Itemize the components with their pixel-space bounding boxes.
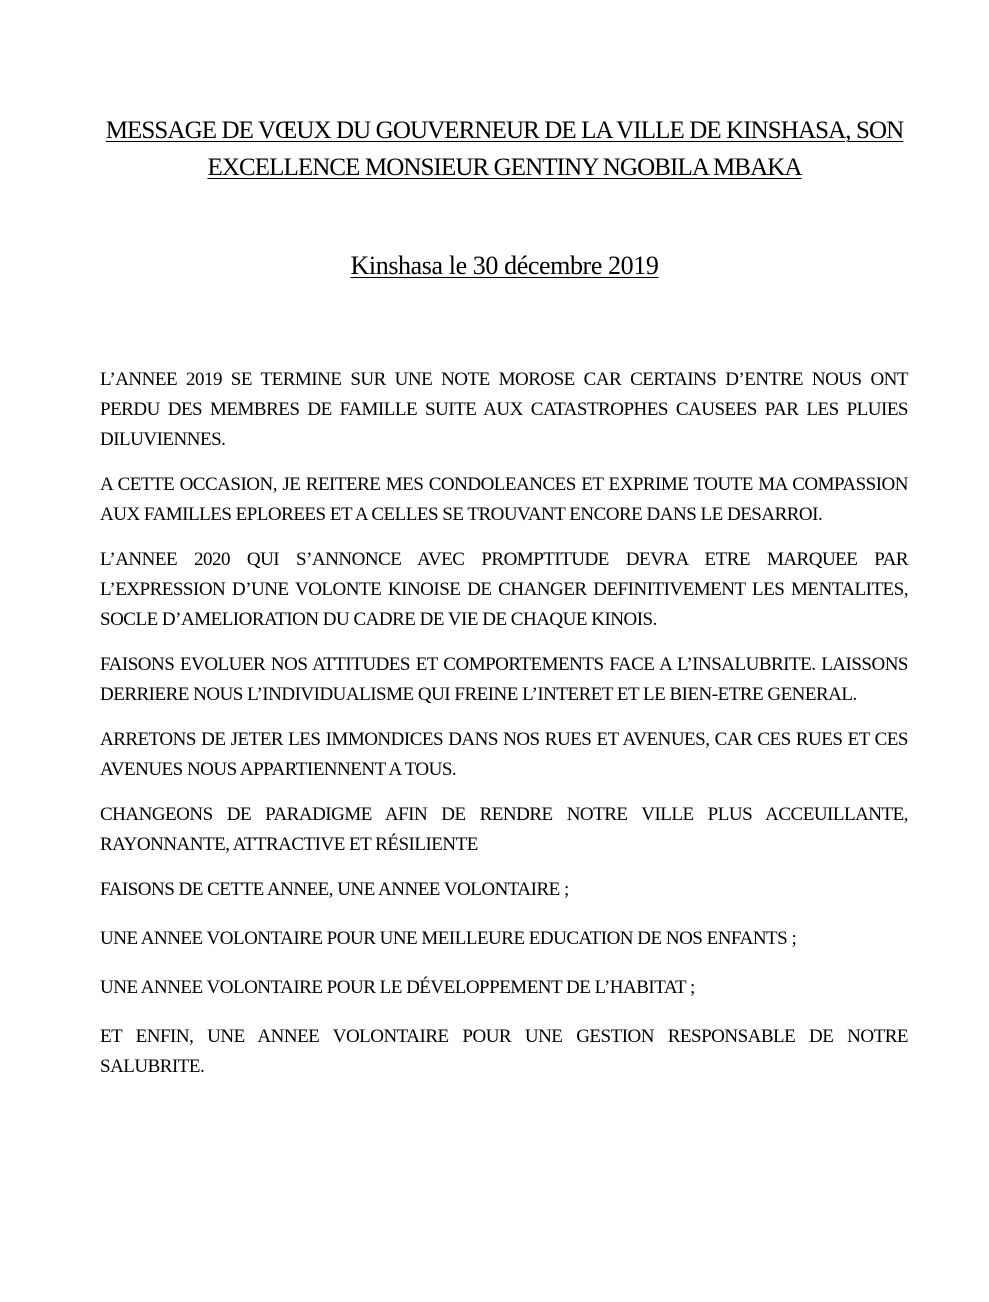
message-body [100,365,908,1097]
paragraph: ET ENFIN, UNE ANNEE VOLONTAIRE POUR UNE GESTION RESPONSABLE DE NOTRE SALUBRITE. [100,1026,908,1077]
document-title: MESSAGE DE VŒUX DU GOUVERNEUR DE LA VILLE DE KINSHASA, SON EXCELLENCE MONSIEUR GENTINY NGOBILA MBAKA [105,117,904,181]
paragraph: L’ANNEE 2020 QUI S’ANNONCE AVEC PROMPTITUDE DEVRA ETRE MARQUEE PAR L’EXPRESSION D’UNE VOLONTE KINOISE DE CHANGER DEFINITIVEMENT LES MENTALITES, SOCLE D’AMELIORATION DU CADRE DE VIE DE CHAQUE KINOIS. [100,549,908,630]
paragraph: UNE ANNEE VOLONTAIRE POUR UNE MEILLEURE EDUCATION DE NOS ENFANTS ; [100,928,797,949]
date-line: Kinshasa le 30 décembre 2019 [350,251,659,280]
paragraph: A CETTE OCCASION, JE REITERE MES CONDOLEANCES ET EXPRIME TOUTE MA COMPASSION AUX FAMILLES EPLOREES ET A CELLES SE TROUVANT ENCORE DANS LE DESARROI. [100,474,908,525]
paragraph: ARRETONS DE JETER LES IMMONDICES DANS NOS RUES ET AVENUES, CAR CES RUES ET CES AVENUES NOUS APPARTIENNENT A TOUS. [100,729,908,780]
paragraph: FAISONS EVOLUER NOS ATTITUDES ET COMPORTEMENTS FACE A L’INSALUBRITE. LAISSONS DERRIERE NOUS L’INDIVIDUALISME QUI FREINE L’INTERET ET LE BIEN-ETRE GENERAL. [100,654,908,705]
paragraph: CHANGEONS DE PARADIGME AFIN DE RENDRE NOTRE VILLE PLUS ACCEUILLANTE, RAYONNANTE, ATTRACTIVE ET RÉSILIENTE [100,804,908,855]
paragraph: FAISONS DE CETTE ANNEE, UNE ANNEE VOLONTAIRE ; [100,879,569,900]
paragraph: UNE ANNEE VOLONTAIRE POUR LE DÉVELOPPEMENT DE L’HABITAT ; [100,977,695,998]
paragraph: L’ANNEE 2019 SE TERMINE SUR UNE NOTE MOROSE CAR CERTAINS D’ENTRE NOUS ONT PERDU DES MEMBRES DE FAMILLE SUITE AUX CATASTROPHES CAUSEES PAR LES PLUIES DILUVIENNES. [100,369,908,450]
